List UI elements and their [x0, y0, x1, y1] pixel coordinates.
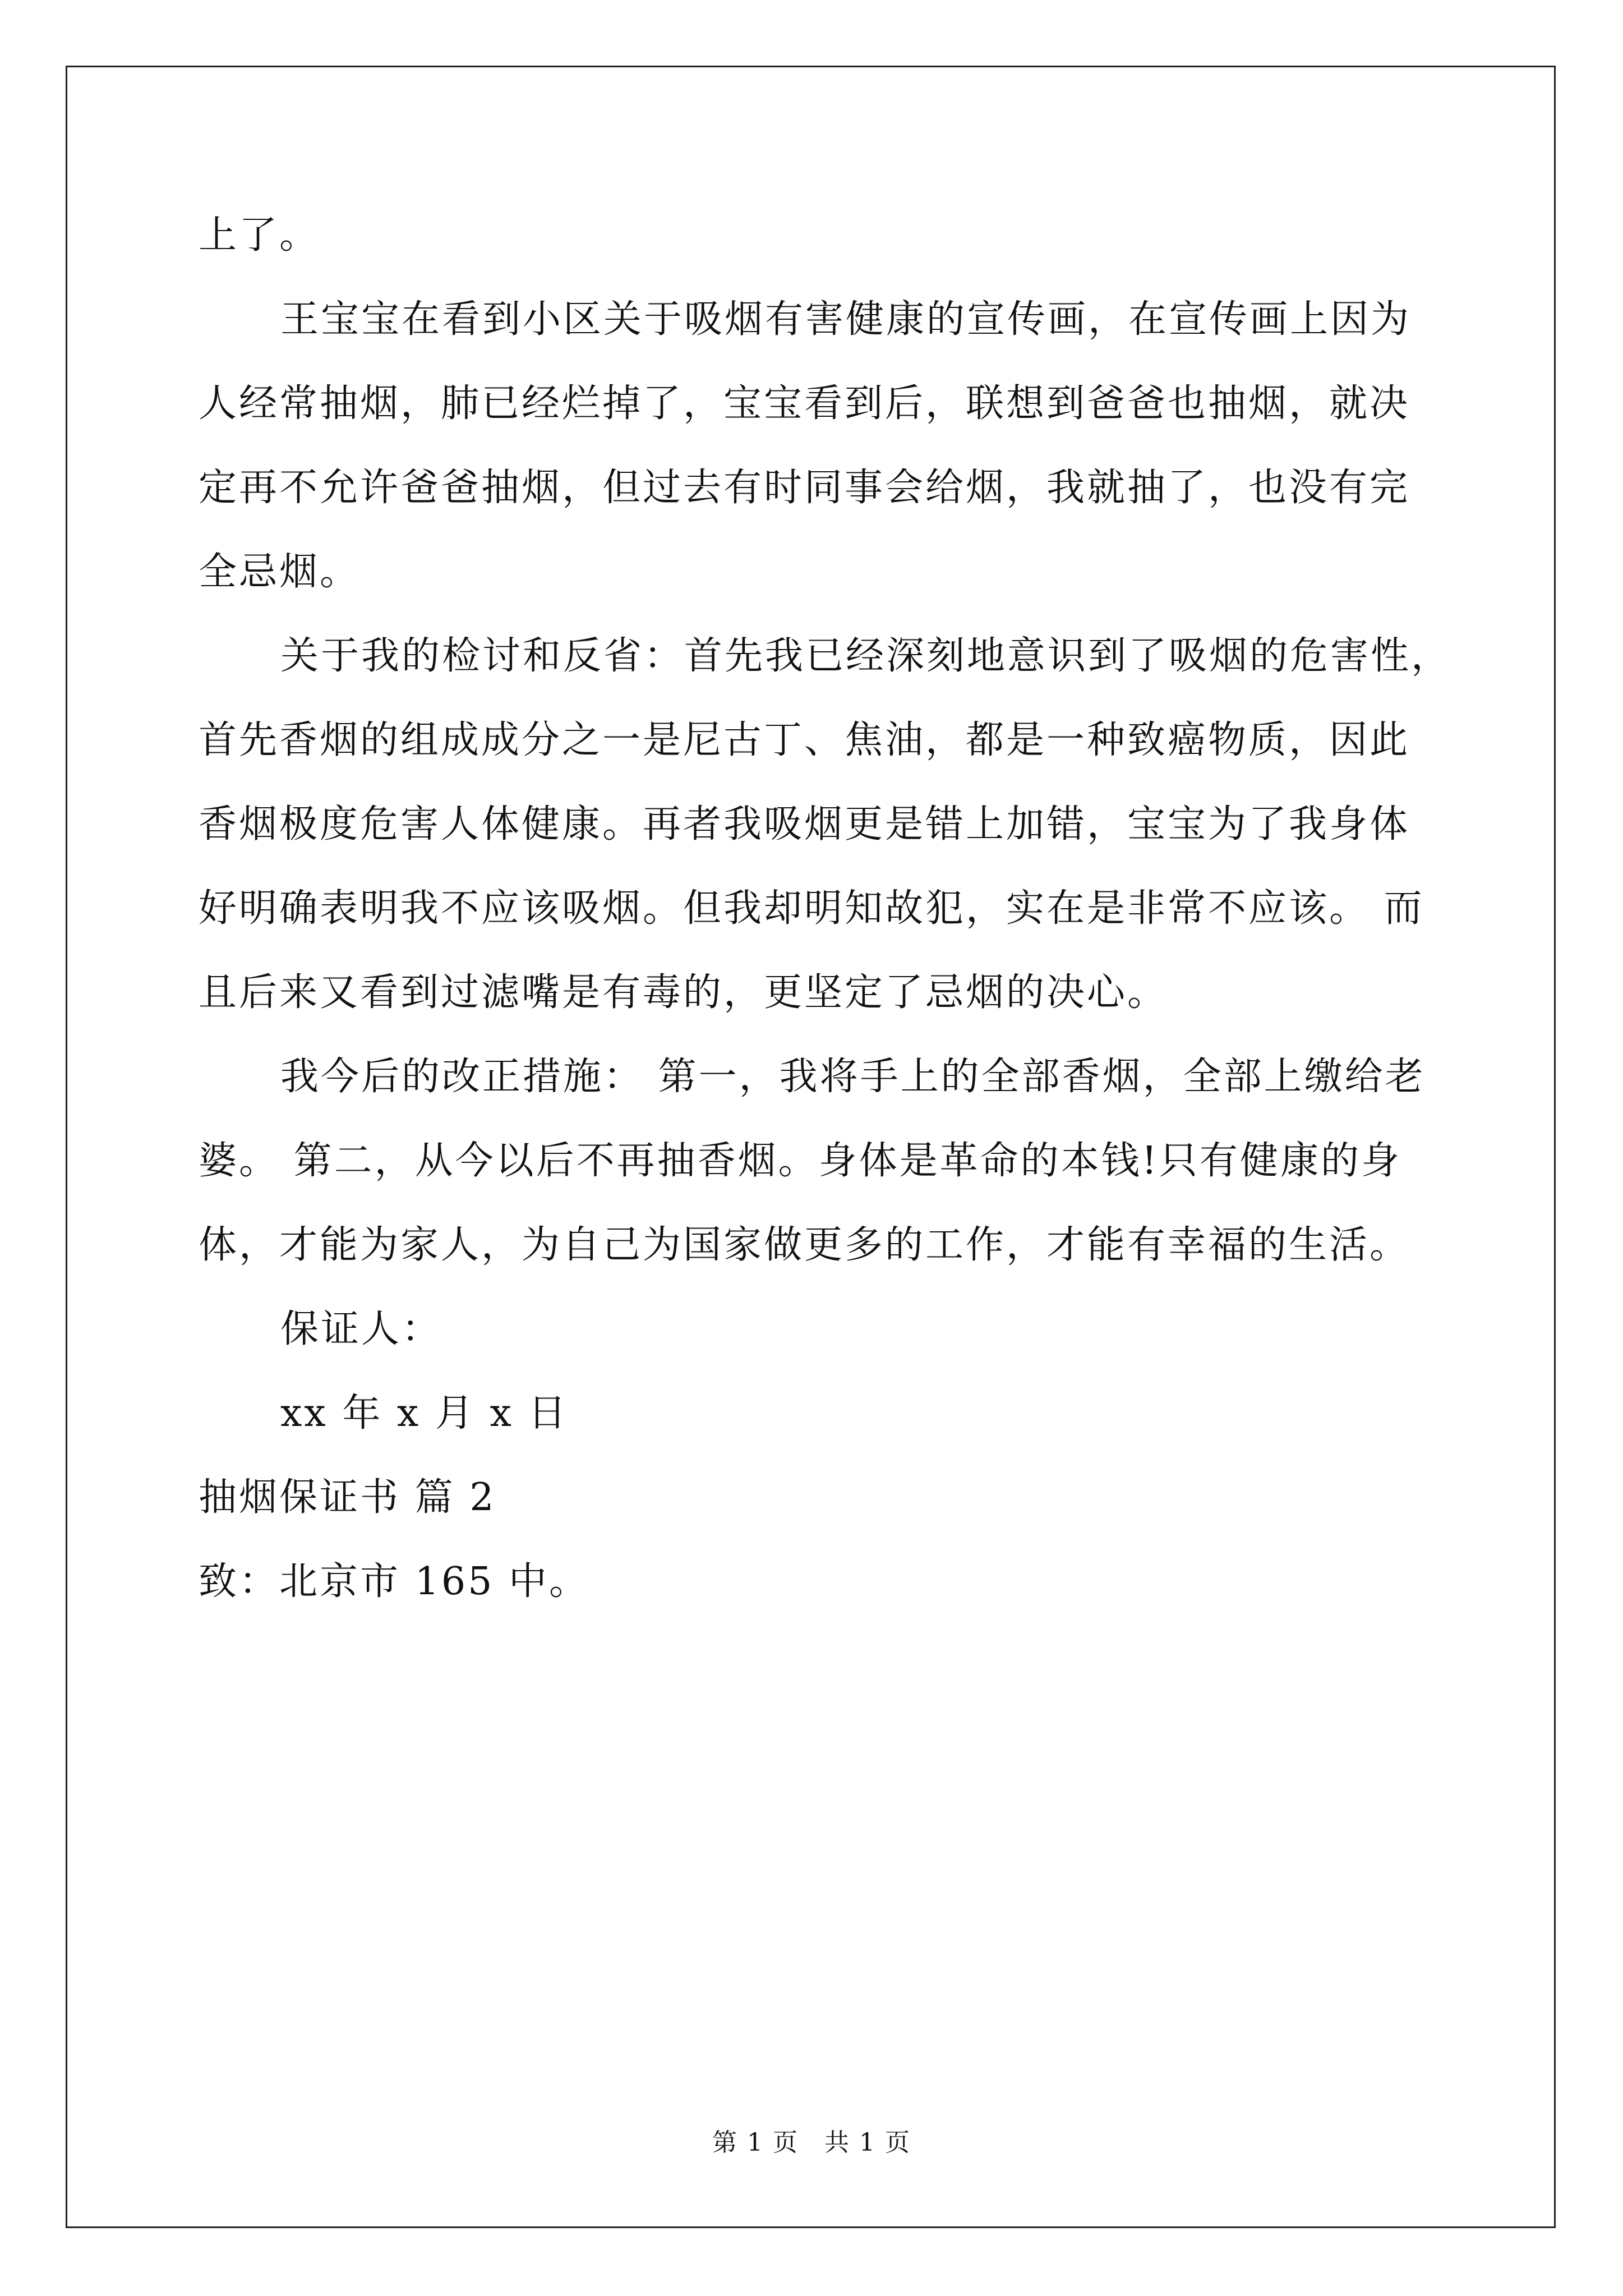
paragraph-3-line-2: 首先香烟的组成成分之一是尼古丁、焦油，都是一种致癌物质，因此 — [199, 718, 1410, 762]
page-footer: 第 1 页 共 1 页 — [712, 2128, 911, 2157]
addressee-line: 致：北京市 165 中。 — [199, 1559, 590, 1604]
paragraph-2-line-4: 全忌烟。 — [199, 550, 361, 594]
paragraph-4-line-1: 我今后的改正措施： 第一，我将手上的全部香烟，全部上缴给老 — [280, 1055, 1426, 1099]
paragraph-2-line-1: 王宝宝在看到小区关于吸烟有害健康的宣传画，在宣传画上因为 — [280, 297, 1412, 342]
date-line: xx 年 x 月 x 日 — [280, 1391, 569, 1435]
paragraph-4-line-3: 体，才能为家人，为自己为国家做更多的工作，才能有幸福的生活。 — [199, 1223, 1410, 1267]
paragraph-2-line-2: 人经常抽烟，肺已经烂掉了，宝宝看到后，联想到爸爸也抽烟，就决 — [199, 381, 1410, 426]
paragraph-1-line-1: 上了。 — [199, 213, 320, 257]
paragraph-4-line-2: 婆。 第二，从今以后不再抽香烟。身体是革命的本钱!只有健康的身 — [199, 1139, 1401, 1183]
paragraph-3-line-3: 香烟极度危害人体健康。再者我吸烟更是错上加错，宝宝为了我身体 — [199, 802, 1410, 846]
guarantor-label: 保证人： — [280, 1307, 442, 1351]
paragraph-2-line-3: 定再不允许爸爸抽烟，但过去有时同事会给烟，我就抽了，也没有完 — [199, 466, 1410, 510]
section-heading: 抽烟保证书 篇 2 — [199, 1475, 496, 1520]
paragraph-3-line-5: 且后来又看到过滤嘴是有毒的，更坚定了忌烟的决心。 — [199, 970, 1168, 1015]
paragraph-3-line-1: 关于我的检讨和反省：首先我已经深刻地意识到了吸烟的危害性， — [280, 634, 1452, 678]
paragraph-3-line-4: 好明确表明我不应该吸烟。但我却明知故犯，实在是非常不应该。 而 — [199, 886, 1424, 931]
